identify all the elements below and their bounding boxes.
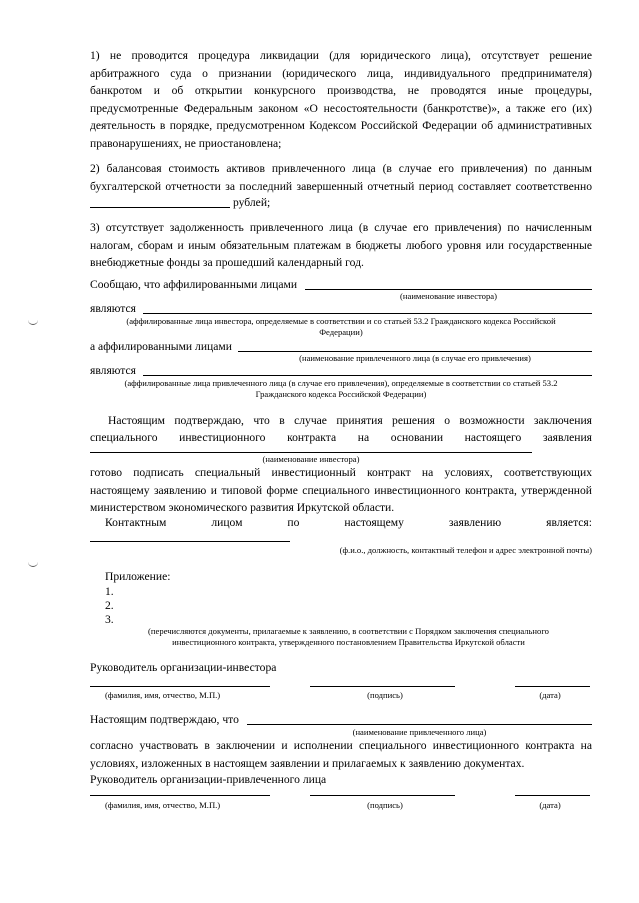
- attracted-name-field[interactable]: [238, 351, 592, 352]
- caption: (фамилия, имя, отчество, М.П.): [105, 800, 221, 810]
- text-line: 3) отсутствует задолженность привлеченного лица (в случае его привлечения) по начисленным: [90, 221, 592, 234]
- caption: (перечисляются документы, прилагаемые к заявлению, в соответствии с Порядком заключения специального: [148, 626, 549, 636]
- attracted-affiliates-field[interactable]: [143, 375, 592, 376]
- confirmation-body: [90, 464, 592, 517]
- text-line: настоящему заявлению и типовой форме специального инвестиционного контракта, утвержденной: [90, 483, 592, 497]
- attracted-sign-title: Руководитель организации-привлеченного лица: [90, 773, 327, 786]
- are-label: являются: [90, 302, 136, 315]
- caption: (подпись): [367, 690, 403, 700]
- condition-item-2: [90, 160, 592, 195]
- condition-item-3: [90, 219, 592, 272]
- investor-date-field[interactable]: [515, 686, 590, 687]
- attracted-signature-field[interactable]: [310, 795, 455, 796]
- text-line: бухгалтерской отчетности за последний завершенный отчетный период составляет соответственно: [90, 179, 592, 193]
- caption: (наименование привлеченного лица): [352, 727, 487, 737]
- affiliates-intro: Сообщаю, что аффилированными лицами: [90, 278, 298, 291]
- attachment-item: 1.: [105, 585, 114, 598]
- caption: (наименование инвестора): [400, 291, 497, 301]
- attracted-name-sign-field[interactable]: [90, 795, 270, 796]
- confirmation-line-1: Настоящим подтверждаю, что в случае принятия решения о возможности заключения: [108, 414, 592, 427]
- text-line: деятельность в порядке, предусмотренном Кодексом Российской Федерации об административных: [90, 119, 592, 133]
- caption: (наименование инвестора): [262, 454, 360, 464]
- caption: (дата): [539, 800, 561, 810]
- attracted-confirm-body: [90, 737, 592, 772]
- attracted-name-field-2[interactable]: [247, 724, 592, 725]
- investor-signature-field[interactable]: [310, 686, 455, 687]
- text-line: готово подписать специальный инвестиционный контракт на условиях, соответствующих: [90, 466, 592, 479]
- are-label: являются: [90, 364, 136, 377]
- rubles-label: рублей;: [233, 196, 271, 209]
- attracted-confirm-intro: Настоящим подтверждаю, что: [90, 713, 239, 726]
- investor-name-field[interactable]: [305, 289, 592, 290]
- investor-sign-title: Руководитель организации-инвестора: [90, 661, 277, 674]
- contact-field[interactable]: [90, 541, 290, 542]
- margin-mark: [28, 318, 38, 325]
- investor-name-field-2[interactable]: [90, 452, 532, 453]
- text-line: министерством экономического развития Иркутской области.: [90, 501, 395, 515]
- caption: (ф.и.о., должность, контактный телефон и адрес электронной почты): [339, 545, 592, 555]
- caption: (наименование привлеченного лица (в случае его привлечения): [299, 353, 531, 363]
- text-line: условиях, изложенных в настоящем заявлении и прилагаемых к заявлению документах.: [90, 756, 525, 770]
- text-line: 1) не проводится процедура ликвидации (для юридического лица), отсутствует решение: [90, 49, 592, 62]
- text-line: банкротом и об открытии конкурсного производства, не проводятся иные процедуры,: [90, 84, 592, 98]
- confirmation-line-2: специального инвестиционного контракта на основании настоящего заявления: [90, 431, 592, 444]
- caption: (аффилированные лица привлеченного лица (в случае его привлечения), определяемые в соответствии со статьей 53.2: [124, 378, 558, 388]
- investor-affiliates-field[interactable]: [143, 313, 592, 314]
- text-line: правонарушениях, не приостановлена;: [90, 136, 282, 150]
- text-line: согласно участвовать в заключении и исполнении специального инвестиционного контракта на: [90, 739, 592, 752]
- attachment-item: 2.: [105, 599, 114, 612]
- caption: Гражданского кодекса Российской Федерации): [255, 389, 427, 399]
- text-line: налогам, сборам и иным обязательным платежам в бюджеты любого уровня или государственные: [90, 238, 592, 252]
- text-line: предусмотренные Федеральным законом «О несостоятельности (банкротстве)», а также его (их): [90, 101, 592, 115]
- caption: Федерации): [319, 327, 363, 337]
- caption: (подпись): [367, 800, 403, 810]
- assets-value-field[interactable]: [90, 207, 230, 208]
- attracted-date-field[interactable]: [515, 795, 590, 796]
- attachment-item: 3.: [105, 613, 114, 626]
- text-line: арбитражного суда о признании (юридического лица, индивидуального предпринимателя): [90, 66, 592, 80]
- caption: (дата): [539, 690, 561, 700]
- attachments-title: Приложение:: [105, 570, 171, 583]
- caption: (аффилированные лица инвестора, определяемые в соответствии и со статьей 53.2 Гражданского кодекса Российской: [126, 316, 556, 326]
- condition-item-1: [90, 47, 592, 153]
- text-line: 2) балансовая стоимость активов привлеченного лица (в случае его привлечения) по данным: [90, 162, 592, 175]
- contact-label: Контактным лицом по настоящему заявлению является:: [105, 516, 592, 529]
- caption: (фамилия, имя, отчество, М.П.): [105, 690, 221, 700]
- caption: инвестиционного контракта, утвержденного постановлением Правительства Иркутской области: [172, 637, 525, 647]
- attracted-affiliates-intro: а аффилированными лицами: [90, 340, 232, 353]
- margin-mark: [28, 560, 38, 567]
- text-line: внебюджетные фонды за прошедший календарный год.: [90, 256, 364, 270]
- investor-name-sign-field[interactable]: [90, 686, 270, 687]
